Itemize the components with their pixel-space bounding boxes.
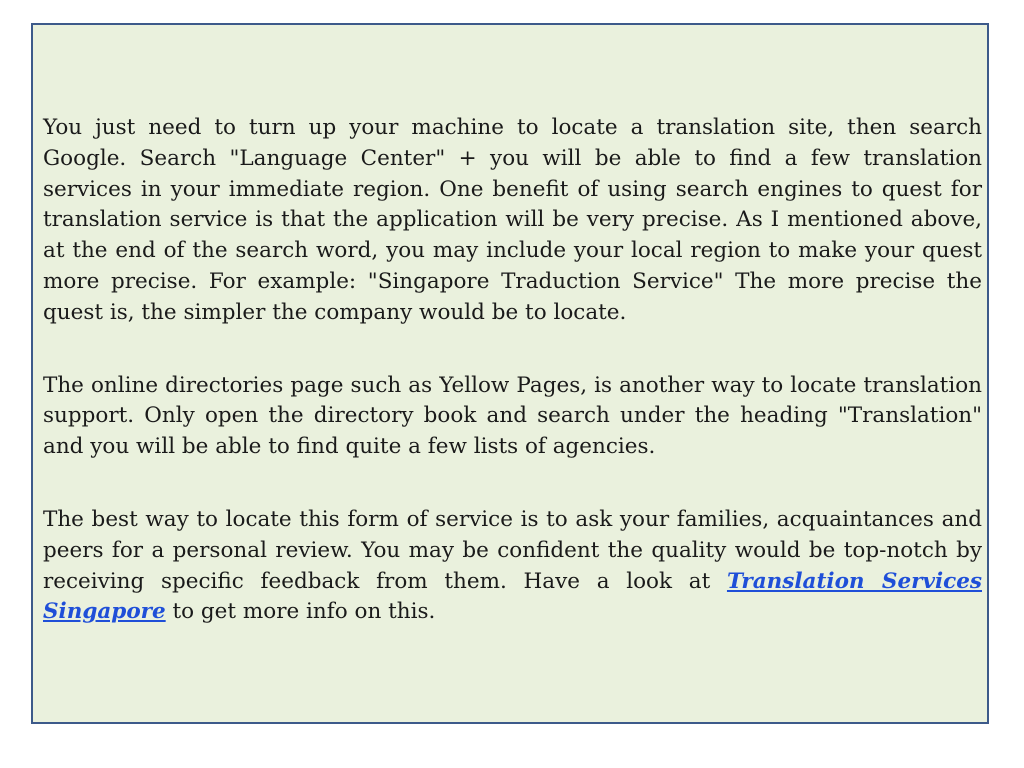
paragraph-text-before-link: The best way to locate this form of service is to ask your families, acquaintances and peers for a personal review. You may be confident the quality would be top-notch by receiving specific feedback from them. Have a look at xyxy=(43,506,982,594)
paragraph-text-after-link: to get more info on this. xyxy=(165,599,436,625)
slide-panel xyxy=(31,23,989,724)
text-body xyxy=(43,113,982,670)
translation-services-link[interactable]: Translation Services Singapore xyxy=(43,568,982,625)
paragraph-online-directories: The online directories page such as Yellow Pages, is another way to locate translation support. Only open the directory book and search under the heading "Translation" and you will be able to find quite a few lists of agencies. xyxy=(43,372,982,460)
paragraph-search-engines: You just need to turn up your machine to locate a translation site, then search Google. Search "Language Center" + you will be able to find a few translation services in your immediate region. One benefit of using search engines to quest for translation service is that the application will be very precise. As I mentioned above, at the end of the search word, you may include your local region to make your quest more precise. For example: "Singapore Traduction Service" The more precise the quest is, the simpler the company would be to locate. xyxy=(43,115,982,325)
paragraph-personal-review xyxy=(43,505,982,628)
